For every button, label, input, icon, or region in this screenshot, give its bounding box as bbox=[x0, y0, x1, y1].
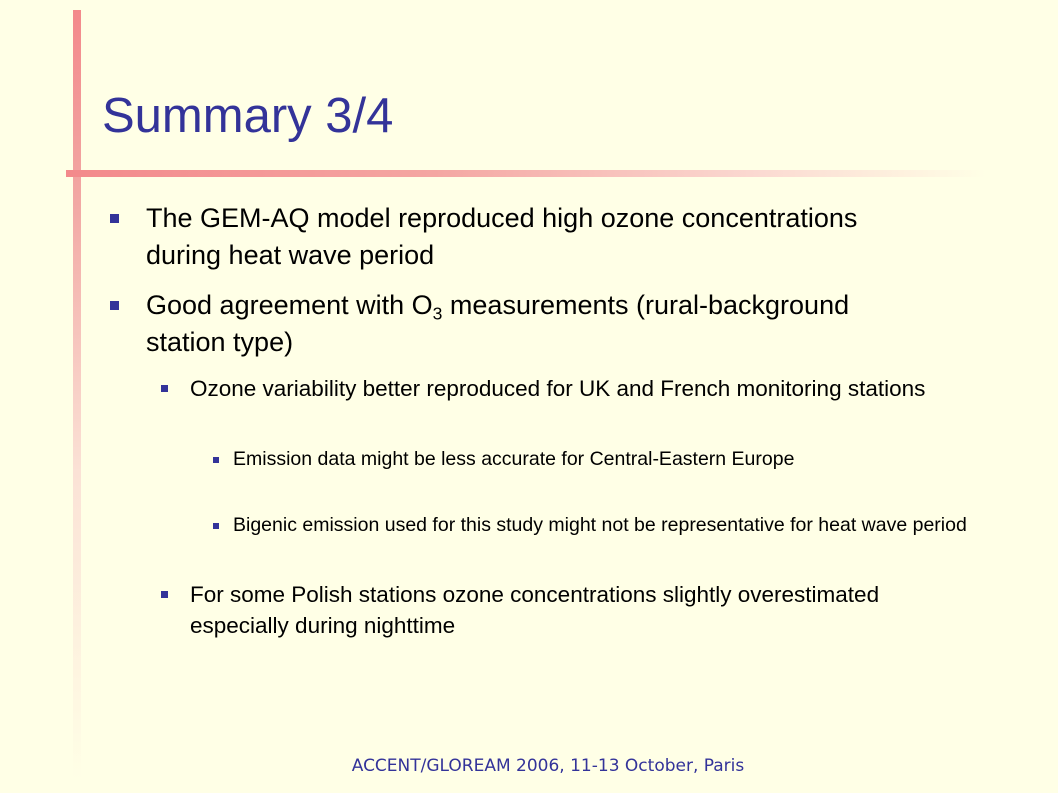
sub-sub-bullet-item-emission-data bbox=[233, 446, 973, 473]
bullet-text bbox=[146, 290, 849, 357]
subscript: 3 bbox=[432, 303, 443, 324]
bullet-text: Emission data might be less accurate for Central-Eastern Europe bbox=[233, 448, 795, 470]
square-bullet-icon bbox=[213, 523, 219, 529]
accent-line-horizontal bbox=[66, 170, 986, 177]
sub-bullet-item-ozone-variability bbox=[190, 373, 950, 404]
bullet-text: The GEM-AQ model reproduced high ozone concentrations during heat wave period bbox=[146, 203, 858, 270]
square-bullet-icon bbox=[161, 385, 168, 392]
square-bullet-icon bbox=[213, 457, 219, 463]
square-bullet-icon bbox=[110, 301, 119, 310]
bullet-text: Bigenic emission used for this study might not be representative for heat wave period bbox=[233, 514, 967, 536]
sub-sub-bullet-item-bigenic-emission bbox=[233, 512, 973, 539]
square-bullet-icon bbox=[161, 591, 168, 598]
slide-title: Summary 3/4 bbox=[102, 89, 394, 143]
bullet-text-part: measurements (rural-background station type) bbox=[146, 290, 850, 357]
sub-bullet-item-polish-stations bbox=[190, 579, 950, 641]
bullet-text-part: Good agreement with O bbox=[146, 290, 433, 320]
accent-line-vertical bbox=[73, 10, 81, 780]
bullet-text: Ozone variability better reproduced for UK and French monitoring stations bbox=[190, 376, 926, 401]
bullet-item-gem-aq bbox=[146, 200, 906, 274]
square-bullet-icon bbox=[110, 214, 119, 223]
bullet-text: For some Polish stations ozone concentrations slightly overestimated especially during nighttime bbox=[190, 582, 880, 638]
bullet-item-agreement bbox=[146, 287, 906, 361]
slide-footer: ACCENT/GLOREAM 2006, 11-13 October, Paris bbox=[351, 756, 745, 776]
